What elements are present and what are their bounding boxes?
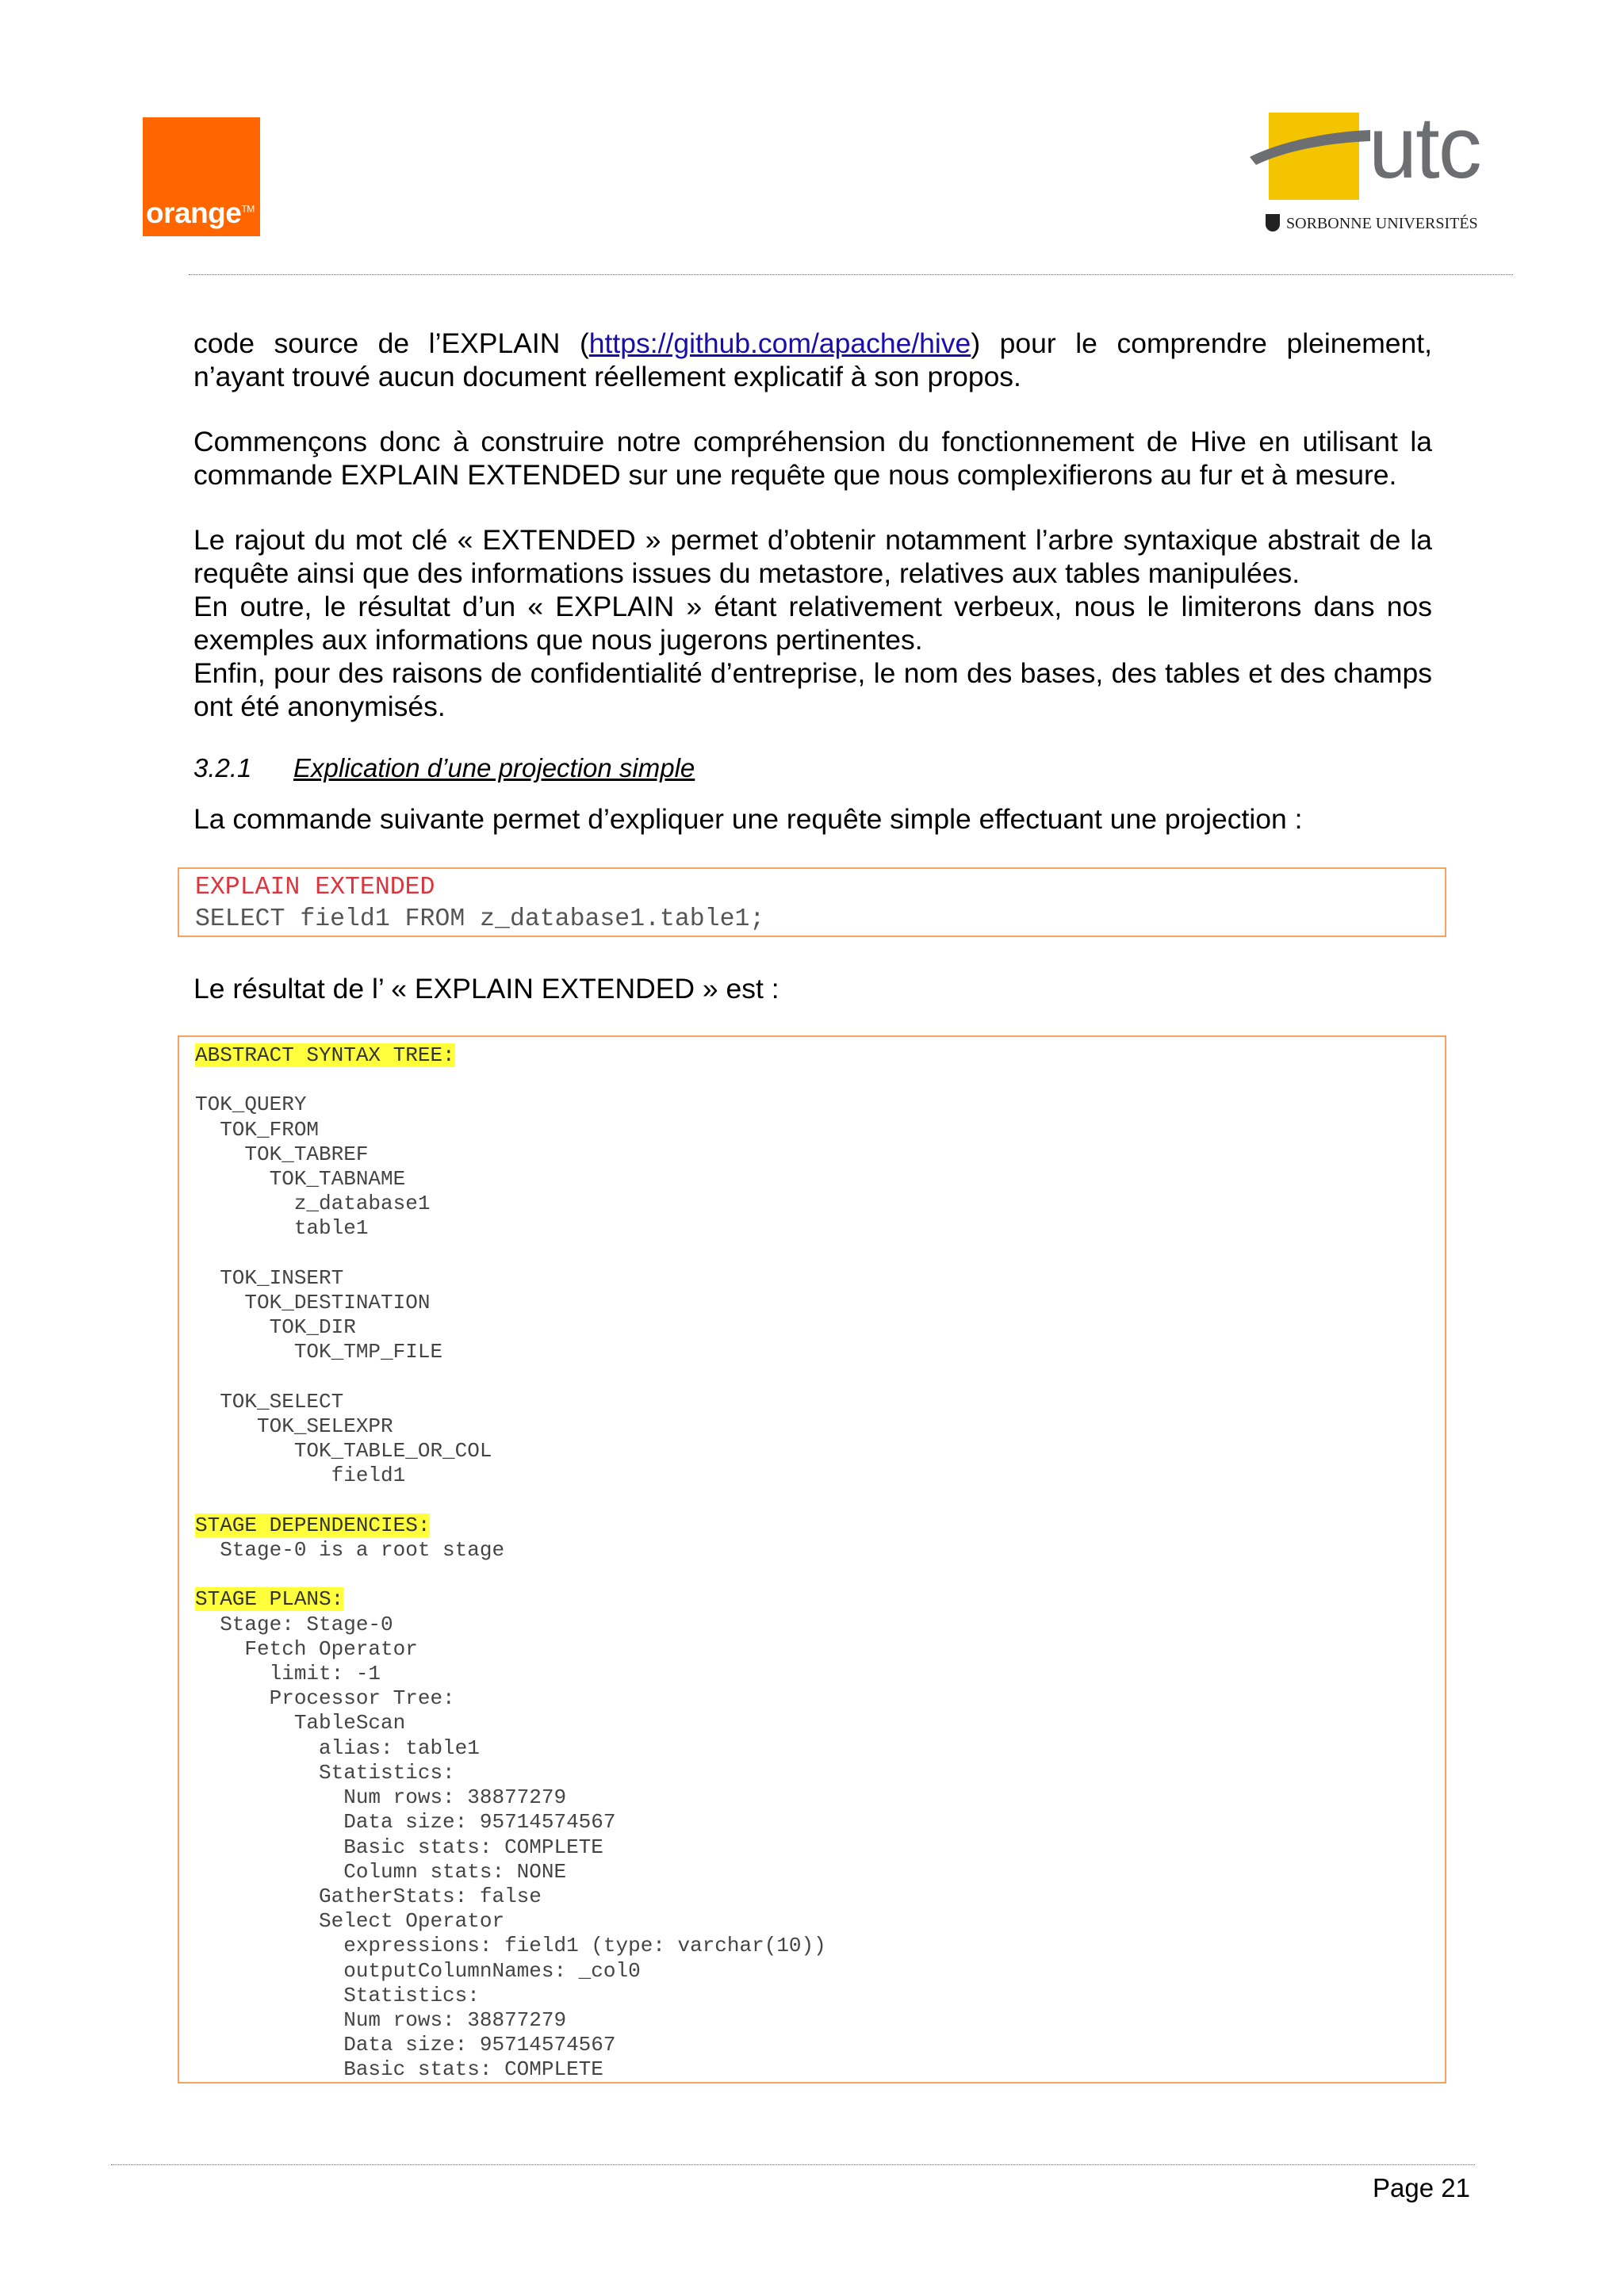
paragraph-verbeux: En outre, le résultat d’un « EXPLAIN » étant relativement verbeux, nous le limiterons dans nos exemples aux informations que nous jugerons pertinentes.	[193, 591, 1432, 656]
section-number: 3.2.1	[193, 753, 252, 783]
ast-body: TOK_QUERY TOK_FROM TOK_TABREF TOK_TABNAME z_database1 table1 TOK_INSERT TOK_DESTINATION TOK_DIR TOK_TMP_FILE TOK_SELECT TOK_SELEXPR TOK_TABLE_OR_COL field1	[195, 1093, 492, 1488]
github-hive-link[interactable]: https://github.com/apache/hive	[588, 327, 971, 359]
query-select-line: SELECT field1 FROM z_database1.table1;	[195, 905, 765, 933]
ast-header: ABSTRACT SYNTAX TREE:	[195, 1043, 455, 1067]
paragraph-intro-command: La commande suivante permet d’expliquer une requête simple effectuant une projection :	[193, 803, 1303, 835]
explain-output-box	[178, 1035, 1446, 2084]
orange-logo-text: orange™	[146, 197, 255, 229]
footer-divider	[111, 2164, 1475, 2165]
utc-logo-text: utc	[1369, 99, 1480, 197]
stage-dependencies-body: Stage-0 is a root stage	[220, 1538, 505, 1563]
utc-emblem-icon	[1250, 109, 1377, 209]
paragraph-extended: Le rajout du mot clé « EXTENDED » permet d’obtenir notamment l’arbre syntaxique abstrait de la requête ainsi que des informations issues du metastore, relatives aux tables manipulées.	[193, 524, 1432, 589]
section-heading	[193, 752, 695, 785]
header-divider	[189, 274, 1513, 275]
paragraph-commencons: Commençons donc à construire notre compréhension du fonctionnement de Hive en utilisant la commande EXPLAIN EXTENDED sur une requête que nous complexifierons au fur et à mesure.	[193, 426, 1432, 491]
page-number: Page 21	[1373, 2173, 1470, 2202]
stage-plans-body: Stage: Stage-0 Fetch Operator limit: -1 Processor Tree: TableScan alias: table1 Statistics: Num rows: 38877279 Data size: 95714574567 Basic stats: COMPLETE Column stats: NONE GatherStats: false Select Operator expressions: field1 (type: varchar(10)) outputColumnNames: _col0 Statistics: Num rows: 38877279 Data size: 95714574567 Basic stats: COMPLETE	[220, 1612, 826, 2082]
utc-subtitle: SORBONNE UNIVERSITÉS	[1266, 214, 1478, 233]
query-code-box	[178, 867, 1446, 937]
utc-logo	[1250, 99, 1511, 236]
stage-plans-header: STAGE PLANS:	[195, 1587, 344, 1612]
stage-dependencies-header: STAGE DEPENDENCIES:	[195, 1513, 431, 1537]
paragraph-source-code: code source de l’EXPLAIN (https://github.com/apache/hive) pour le comprendre pleinement, n’ayant trouvé aucun document réellement explicatif à son propos.	[193, 327, 1432, 392]
sorbonne-shield-icon	[1266, 214, 1280, 232]
paragraph-confidentialite: Enfin, pour des raisons de confidentialité d’entreprise, le nom des bases, des tables et des champs ont été anonymisés.	[193, 657, 1432, 722]
query-keyword-line: EXPLAIN EXTENDED	[195, 874, 435, 901]
paragraph-result-intro: Le résultat de l’ « EXPLAIN EXTENDED » est :	[193, 973, 779, 1004]
orange-logo	[143, 117, 260, 236]
explain-output-text	[195, 1043, 1445, 2083]
section-title: Explication d’une projection simple	[293, 753, 695, 783]
